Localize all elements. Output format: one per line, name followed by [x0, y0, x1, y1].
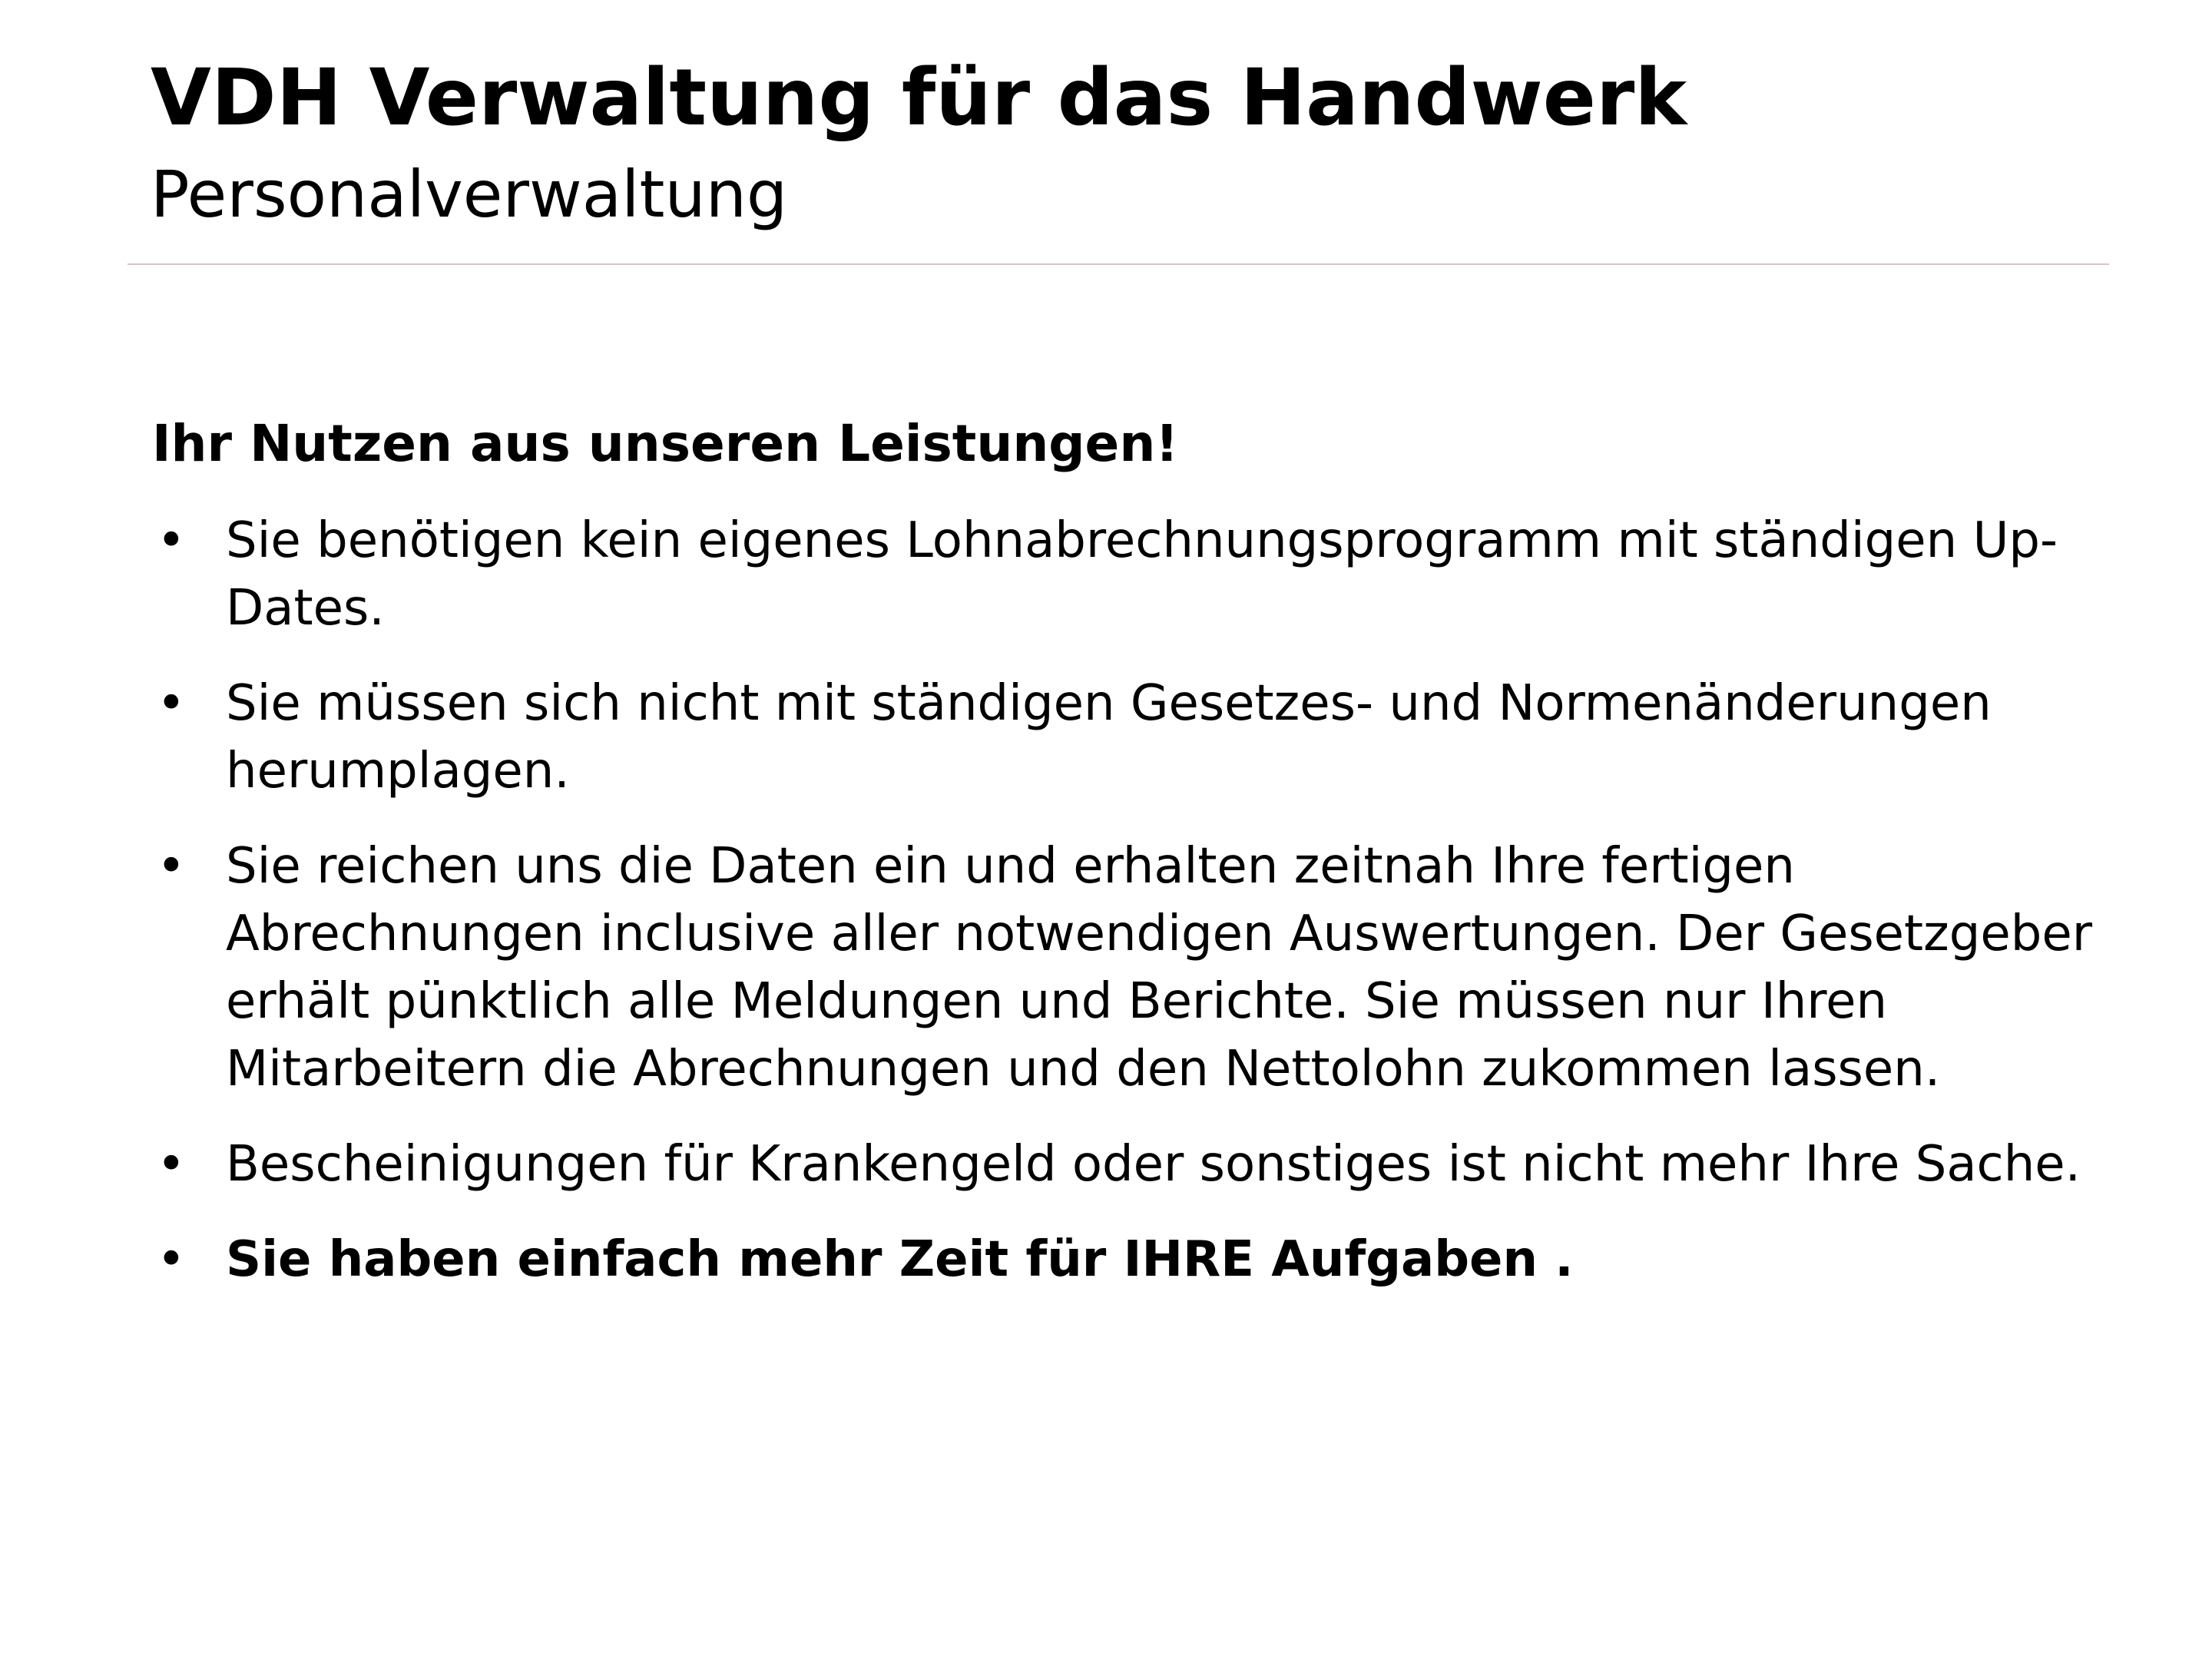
benefits-list [152, 507, 2118, 1321]
page-subtitle: Personalverwaltung [151, 157, 788, 232]
header-divider [127, 263, 2109, 265]
bullet-icon: • [157, 675, 186, 732]
bullet-icon: • [157, 838, 186, 895]
list-item-text: Sie müssen sich nicht mit ständigen Gesetzes- und Normenänderungen herumplagen. [226, 675, 1992, 800]
list-item-text: Bescheinigungen für Krankengeld oder sonstiges ist nicht mehr Ihre Sache. [226, 1136, 2081, 1193]
list-item-emphasis [152, 1226, 2118, 1293]
section-heading: Ihr Nutzen aus unseren Leistungen! [152, 414, 1179, 473]
list-item [152, 833, 2118, 1103]
list-item-text: Sie reichen uns die Daten ein und erhalten zeitnah Ihre fertigen Abrechnungen inclusive aller notwendigen Auswertungen. Der Gesetzgeber erhält pünktlich alle Meldungen und Berichte. Sie müssen nur Ihren Mitarbeitern die Abrechnungen und den Nettolohn zukommen lassen. [226, 838, 2093, 1098]
bullet-icon: • [157, 1136, 186, 1193]
bullet-icon: • [157, 512, 186, 569]
page-title: VDH Verwaltung für das Handwerk [151, 52, 1687, 144]
list-item [152, 1131, 2118, 1198]
list-item-text: Sie benötigen kein eigenes Lohnabrechnungsprogramm mit ständigen Up-Dates. [226, 512, 2058, 637]
list-item-text: Sie haben einfach mehr Zeit für IHRE Aufgaben . [226, 1231, 1574, 1288]
bullet-icon: • [157, 1231, 186, 1288]
list-item [152, 507, 2118, 642]
list-item [152, 670, 2118, 805]
